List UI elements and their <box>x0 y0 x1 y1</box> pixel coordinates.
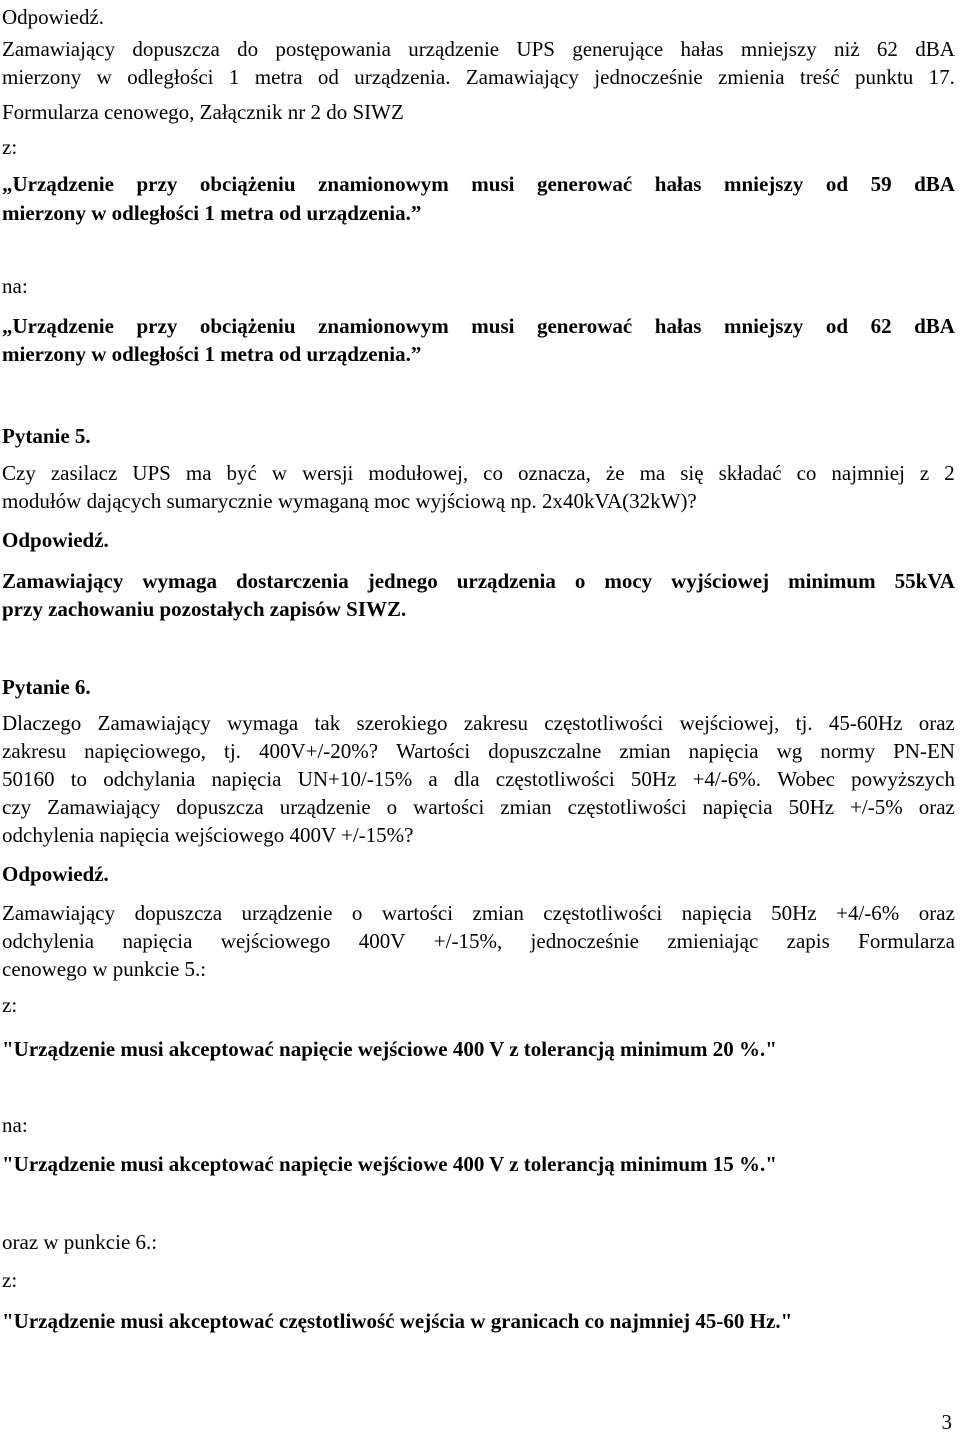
text-line: na: <box>2 1113 28 1137</box>
text-line: Pytanie 6. <box>2 675 91 699</box>
text-line: Dlaczego Zamawiający wymaga tak szerokiego zakresu częstotliwości wejściowej, tj. 45-60Hz oraz <box>2 711 955 735</box>
text-line: Pytanie 5. <box>2 424 91 448</box>
text-line: Czy zasilacz UPS ma być w wersji modułowej, co oznacza, że ma się składać co najmniej z 2 <box>2 461 955 485</box>
text-line: Formularza cenowego, Załącznik nr 2 do SIWZ <box>2 100 404 124</box>
text-line: odchylenia napięcia wejściowego 400V +/-15%? <box>2 823 414 847</box>
text-line: z: <box>2 993 18 1017</box>
text-line: Odpowiedź. <box>2 5 105 29</box>
text-line: Zamawiający dopuszcza do postępowania urządzenie UPS generujące hałas mniejszy niż 62 dBA <box>2 37 955 61</box>
text-line: mierzony w odległości 1 metra od urządzenia.” <box>2 342 422 366</box>
text-line: zakresu napięciowego, tj. 400V+/-20%? Wartości dopuszczalne zmian napięcia wg normy PN-EN <box>2 739 955 763</box>
text-line: oraz w punkcie 6.: <box>2 1230 158 1254</box>
text-line: "Urządzenie musi akceptować napięcie wejściowe 400 V z tolerancją minimum 20 %." <box>2 1037 777 1061</box>
text-line: „Urządzenie przy obciążeniu znamionowym musi generować hałas mniejszy od 62 dBA <box>2 314 955 338</box>
text-line: Odpowiedź. <box>2 528 109 552</box>
text-line: "Urządzenie musi akceptować napięcie wejściowe 400 V z tolerancją minimum 15 %." <box>2 1152 777 1176</box>
text-line: przy zachowaniu pozostałych zapisów SIWZ. <box>2 597 407 621</box>
text-line: „Urządzenie przy obciążeniu znamionowym musi generować hałas mniejszy od 59 dBA <box>2 172 955 196</box>
text-line: cenowego w punkcie 5.: <box>2 957 207 981</box>
text-line: mierzony w odległości 1 metra od urządzenia. Zamawiający jednocześnie zmienia treść punktu 17. <box>2 65 955 89</box>
text-line: czy Zamawiający dopuszcza urządzenie o wartości zmian częstotliwości napięcia 50Hz +/-5% oraz <box>2 795 955 819</box>
text-line: mierzony w odległości 1 metra od urządzenia.” <box>2 201 422 225</box>
text-line: odchylenia napięcia wejściowego 400V +/-15%, jednocześnie zmieniając zapis Formularza <box>2 929 955 953</box>
text-line: 50160 to odchylania napięcia UN+10/-15% a dla częstotliwości 50Hz +4/-6%. Wobec powyższych <box>2 767 955 791</box>
text-line: z: <box>2 135 18 159</box>
text-line: modułów dających sumarycznie wymaganą moc wyjściową np. 2x40kVA(32kW)? <box>2 489 697 513</box>
text-line: z: <box>2 1268 18 1292</box>
text-line: Zamawiający wymaga dostarczenia jednego urządzenia o mocy wyjściowej minimum 55kVA <box>2 569 955 593</box>
page-number: 3 <box>941 1410 952 1434</box>
text-line: na: <box>2 274 28 298</box>
text-line: Odpowiedź. <box>2 862 109 886</box>
text-line: Zamawiający dopuszcza urządzenie o wartości zmian częstotliwości napięcia 50Hz +4/-6% oraz <box>2 901 955 925</box>
text-line: "Urządzenie musi akceptować częstotliwość wejścia w granicach co najmniej 45-60 Hz." <box>2 1309 793 1333</box>
